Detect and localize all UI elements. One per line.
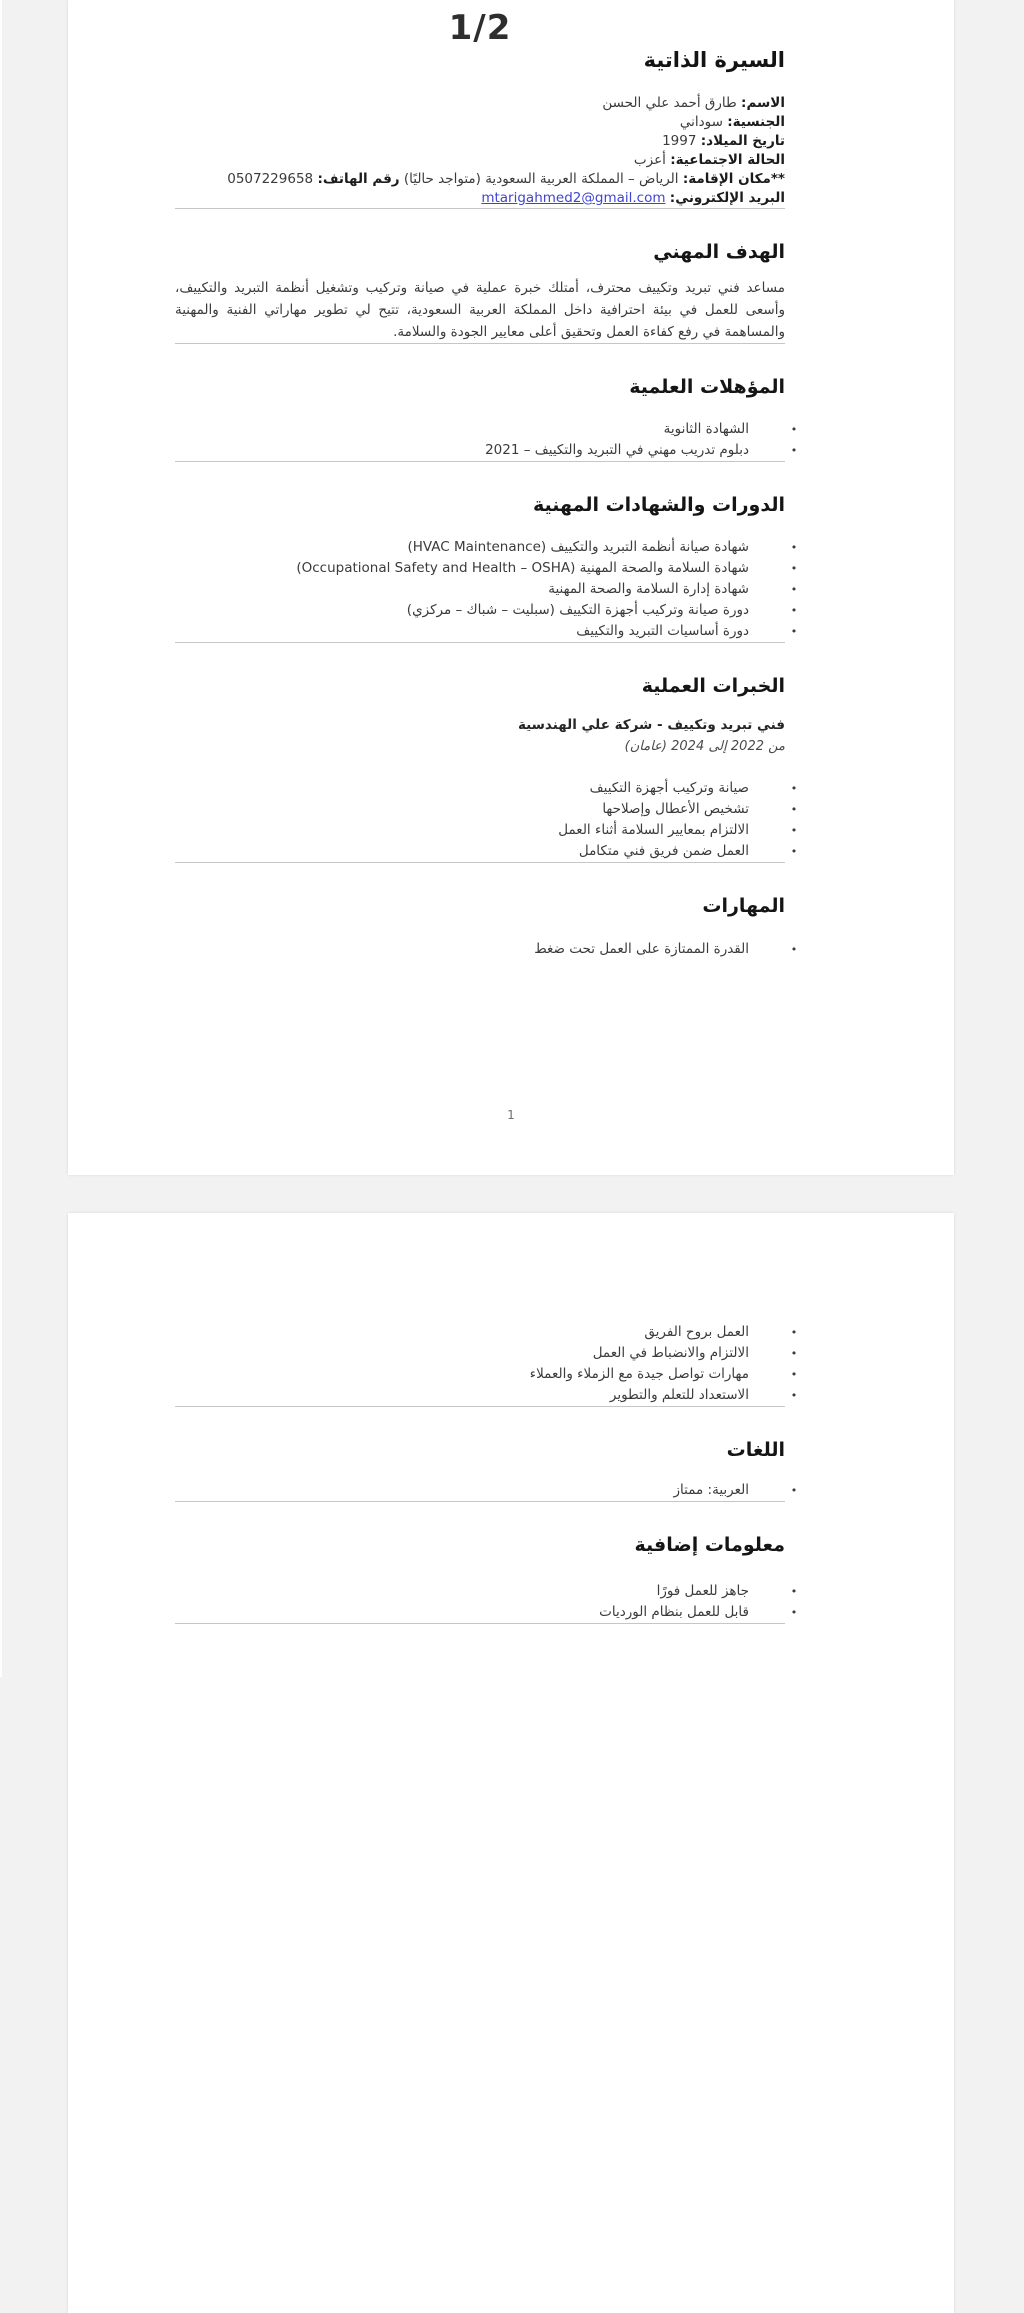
list-item-text: شهادة السلامة والصحة المهنية (Occupational Safety and Health – OSHA) bbox=[296, 560, 749, 576]
name-line bbox=[175, 94, 785, 113]
list-item-text: تشخيص الأعطال وإصلاحها bbox=[602, 801, 749, 817]
bullet-icon: • bbox=[790, 1326, 798, 1339]
courses-section bbox=[175, 492, 798, 642]
list-item-text: الاستعداد للتعلم والتطوير bbox=[609, 1387, 749, 1403]
page-1-number: 1 bbox=[507, 1108, 515, 1122]
list-item bbox=[175, 1322, 799, 1343]
marital-value: أعزب bbox=[633, 152, 666, 168]
email-label: البريد الإلكتروني: bbox=[669, 190, 785, 206]
list-item bbox=[175, 1581, 799, 1602]
bullet-icon: • bbox=[790, 1606, 798, 1619]
list-item bbox=[175, 778, 799, 799]
qualifications-heading: المؤهلات العلمية bbox=[629, 376, 785, 398]
bullet-icon: • bbox=[790, 583, 798, 596]
email-link[interactable]: mtarigahmed2@gmail.com bbox=[481, 190, 666, 206]
cv-title: السيرة الذاتية bbox=[643, 48, 785, 72]
list-item-text: الالتزام والانضباط في العمل bbox=[592, 1345, 749, 1361]
bullet-icon: • bbox=[790, 824, 798, 837]
list-item bbox=[175, 1602, 799, 1623]
divider bbox=[175, 1623, 785, 1624]
qualifications-section bbox=[175, 374, 798, 461]
job-title: فني تبريد وتكييف - شركة علي الهندسية bbox=[517, 717, 785, 733]
list-item bbox=[175, 1385, 799, 1406]
list-item-text: العمل ضمن فريق فني متكامل bbox=[578, 843, 749, 859]
list-item-text: دبلوم تدريب مهني في التبريد والتكييف – 2021 bbox=[485, 442, 749, 458]
languages-list bbox=[175, 1480, 798, 1501]
marital-line bbox=[175, 151, 785, 170]
list-item-text: جاهز للعمل فورًا bbox=[656, 1583, 749, 1599]
name-value: طارق أحمد علي الحسن bbox=[602, 95, 737, 111]
bullet-icon: • bbox=[790, 1484, 798, 1497]
list-item bbox=[175, 799, 799, 820]
list-item-text: مهارات تواصل جيدة مع الزملاء والعملاء bbox=[529, 1366, 749, 1382]
list-item-text: صيانة وتركيب أجهزة التكييف bbox=[589, 780, 749, 796]
birthdate-value: 1997 bbox=[662, 133, 697, 149]
bullet-icon: • bbox=[790, 803, 798, 816]
list-item-text: قابل للعمل بنظام الورديات bbox=[599, 1604, 749, 1620]
list-item bbox=[175, 537, 799, 558]
objective-text: مساعد فني تبريد وتكييف محترف، أمتلك خبرة عملية في صيانة وتركيب وتشغيل أنظمة التبريد والتكييف، وأسعى للعمل في بيئة احترافية داخل المملكة العربية السعودية، تتيح لي تطوير مهاراتي الفنية والمهنية والمساهمة في رفع كفاءة العمل وتحقيق أعلى معايير الجودة والسلامة. bbox=[175, 280, 785, 340]
divider bbox=[175, 208, 785, 209]
personal-info bbox=[175, 94, 785, 208]
bullet-icon: • bbox=[790, 604, 798, 617]
languages-section bbox=[175, 1437, 798, 1501]
page-2-content bbox=[68, 1213, 954, 1624]
additional-info-list bbox=[175, 1581, 798, 1623]
job-period: من 2022 إلى 2024 (عامان) bbox=[624, 739, 785, 754]
additional-info-section bbox=[175, 1532, 798, 1623]
list-item bbox=[175, 1364, 799, 1385]
list-item-text: شهادة صيانة أنظمة التبريد والتكييف (HVAC Maintenance) bbox=[407, 539, 749, 555]
objective-heading: الهدف المهني bbox=[653, 241, 785, 263]
phone-value: 0507229658 bbox=[227, 171, 314, 187]
bullet-icon: • bbox=[790, 943, 798, 956]
divider bbox=[175, 461, 785, 462]
list-item bbox=[175, 600, 799, 621]
list-item-text: القدرة الممتازة على العمل تحت ضغط bbox=[534, 941, 749, 957]
nationality-label: الجنسية: bbox=[727, 114, 785, 130]
cv-page-1 bbox=[68, 0, 954, 1175]
viewport-edge bbox=[0, 0, 2, 1677]
divider bbox=[175, 343, 785, 344]
list-item-text: دورة صيانة وتركيب أجهزة التكييف (سبليت – شباك – مركزي) bbox=[406, 602, 749, 618]
list-item-text: الالتزام بمعايير السلامة أثناء العمل bbox=[558, 822, 749, 838]
experience-heading: الخبرات العملية bbox=[641, 675, 785, 697]
list-item bbox=[175, 440, 799, 461]
bullet-icon: • bbox=[790, 444, 798, 457]
bullet-icon: • bbox=[790, 782, 798, 795]
marital-label: الحالة الاجتماعية: bbox=[670, 152, 785, 168]
list-item bbox=[175, 558, 799, 579]
page-1-content bbox=[68, 46, 954, 960]
email-line bbox=[175, 189, 785, 208]
birthdate-label: تاريخ الميلاد: bbox=[700, 133, 785, 149]
list-item bbox=[175, 820, 799, 841]
list-item bbox=[175, 1343, 799, 1364]
list-item bbox=[175, 841, 799, 862]
bullet-icon: • bbox=[790, 1585, 798, 1598]
list-item bbox=[175, 419, 799, 440]
divider bbox=[175, 642, 785, 643]
list-item-text: الشهادة الثانوية bbox=[663, 421, 749, 437]
list-item-text: دورة أساسيات التبريد والتكييف bbox=[576, 623, 749, 639]
bullet-icon: • bbox=[790, 1389, 798, 1402]
phone-label: رقم الهاتف: bbox=[317, 171, 400, 187]
skills-heading: المهارات bbox=[702, 895, 785, 917]
name-label: الاسم: bbox=[741, 95, 785, 111]
skills-continued-list bbox=[175, 1213, 798, 1406]
list-item-text: شهادة إدارة السلامة والصحة المهنية bbox=[548, 581, 749, 597]
divider bbox=[175, 1406, 785, 1407]
bullet-icon: • bbox=[790, 1347, 798, 1360]
bullet-icon: • bbox=[790, 625, 798, 638]
divider bbox=[175, 1501, 785, 1502]
qualifications-list bbox=[175, 419, 798, 461]
skills-section bbox=[175, 893, 798, 960]
page-indicator: 1/2 bbox=[448, 8, 512, 48]
residence-value: الرياض – المملكة العربية السعودية (متواجد حاليًا) bbox=[403, 171, 679, 187]
list-item bbox=[175, 939, 799, 960]
courses-heading: الدورات والشهادات المهنية bbox=[533, 494, 785, 516]
residence-phone-line bbox=[175, 170, 785, 189]
list-item-text: العربية: ممتاز bbox=[673, 1482, 749, 1498]
nationality-value: سوداني bbox=[679, 114, 723, 130]
courses-list bbox=[175, 537, 798, 642]
list-item bbox=[175, 621, 799, 642]
residence-label: **مكان الإقامة: bbox=[682, 171, 785, 187]
objective-section bbox=[175, 239, 785, 343]
bullet-icon: • bbox=[790, 541, 798, 554]
list-item-text: العمل بروح الفريق bbox=[644, 1324, 749, 1340]
cv-page-2 bbox=[68, 1213, 954, 2313]
list-item bbox=[175, 1480, 799, 1501]
experience-list bbox=[175, 778, 798, 862]
languages-heading: اللغات bbox=[726, 1439, 785, 1461]
birthdate-line bbox=[175, 132, 785, 151]
bullet-icon: • bbox=[790, 562, 798, 575]
experience-section bbox=[175, 673, 798, 862]
bullet-icon: • bbox=[790, 845, 798, 858]
bullet-icon: • bbox=[790, 1368, 798, 1381]
list-item bbox=[175, 579, 799, 600]
skills-list bbox=[175, 939, 798, 960]
bullet-icon: • bbox=[790, 423, 798, 436]
divider bbox=[175, 862, 785, 863]
nationality-line bbox=[175, 113, 785, 132]
additional-info-heading: معلومات إضافية bbox=[634, 1534, 785, 1556]
